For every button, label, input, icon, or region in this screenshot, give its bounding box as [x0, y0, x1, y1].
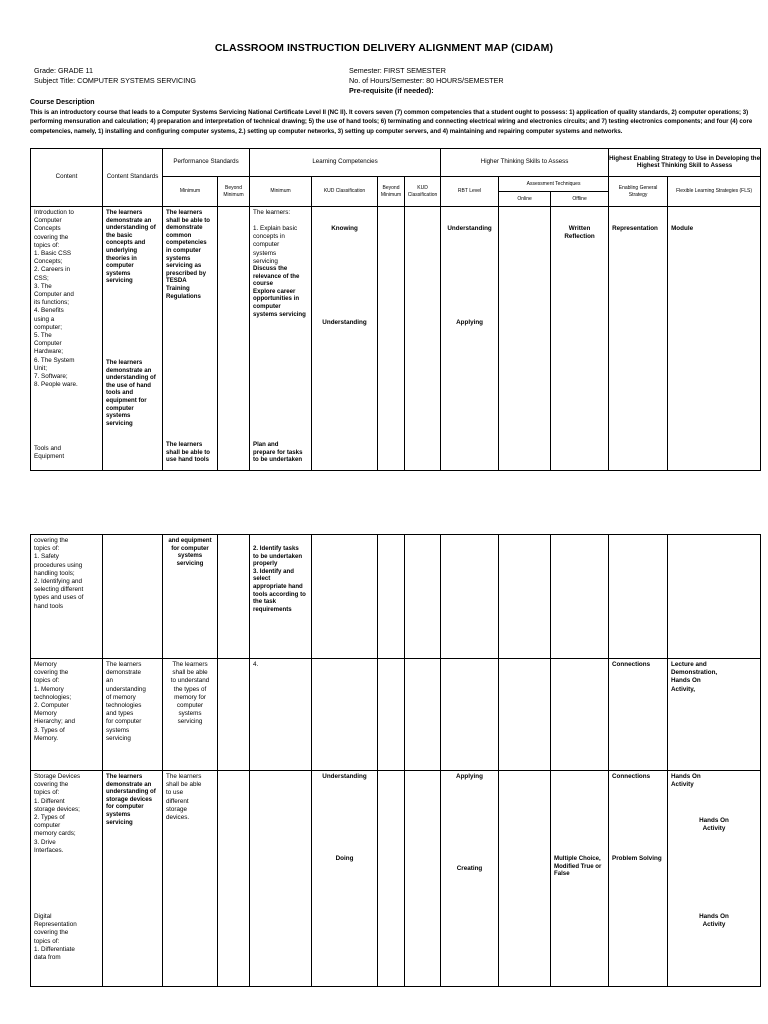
r3-enabling-connections: Connections [612, 773, 651, 780]
text-line: topics of: [34, 545, 60, 553]
text-line: Memory. [34, 734, 59, 742]
text-line: Tools and [34, 445, 61, 452]
r3-rbt-creating: Creating [456, 865, 483, 872]
document-page-2 [0, 534, 768, 1024]
text-line: Hardware; [34, 348, 64, 356]
cs-basic-concepts [103, 207, 162, 287]
r3-ps-text [163, 771, 217, 824]
text-line: TESDA [166, 277, 187, 285]
text-line: computer [106, 404, 134, 412]
text-line: covering the [34, 669, 69, 677]
header-lc-beyond-minimum: Beyond Minimum [378, 177, 405, 207]
text-line: relevance of the [253, 272, 300, 280]
text-line: properly [253, 560, 278, 568]
text-line: Hands On [699, 913, 729, 920]
text-line: selecting different [34, 586, 84, 594]
cidam-table-page-2 [30, 534, 761, 987]
text-line: hand tools [34, 602, 64, 610]
lc-plan [250, 439, 311, 466]
r2-ps-beyond [218, 659, 250, 771]
r1-ps [163, 535, 218, 659]
text-line: topics of: [34, 677, 60, 685]
text-line: technologies; [34, 693, 72, 701]
text-line: 4. Benefits [34, 307, 64, 315]
cell-offline [551, 207, 609, 471]
text-line: systems [106, 269, 131, 277]
text-line: shall be able to [166, 216, 211, 224]
course-description-text: This is an introductory course that leads to a Computer Systems Servicing National Certificate Level II (NC II). It covers seven (7) common competencies that a student ought to possess: 1) application of quality standards, 2) computer operations; 3) performing mensuration and calculation; 4) preparation and interpretation of technical drawing; 5) the use of hand tools; 6) terminating and connecting electrical wiring and electronics circuits; and 7) testing electronics components; and four (4) core competencies, namely, 1) installing and configuring computer systems, 2.) setting up computer networks, 3) setting up computer servers, and 4) maintaining and repairing computer systems and networks. [30, 109, 753, 135]
text-line: an [106, 677, 114, 685]
text-line: prepare for tasks [253, 448, 303, 456]
text-line: of memory [106, 693, 136, 701]
text-line: servicing [176, 559, 204, 567]
text-line: Computer [34, 340, 62, 348]
text-line: demonstrate [166, 224, 203, 232]
text-line: to be undertaken [253, 552, 303, 560]
r2-online [499, 659, 551, 771]
text-line: Concepts [34, 225, 61, 233]
text-line: Computer [34, 217, 62, 225]
ps-common-competencies [163, 207, 217, 302]
text-line: course [253, 280, 273, 288]
r2-enabling-text: Connections [612, 661, 651, 668]
text-line: understanding of [106, 224, 156, 232]
text-line: systems [253, 249, 277, 257]
r1-offline [551, 535, 609, 659]
text-line: The learners [106, 773, 143, 780]
text-line: servicing [106, 734, 131, 742]
text-line: Written [568, 225, 591, 232]
r2-rbt [441, 659, 499, 771]
r3-kud-understanding: Understanding [322, 773, 367, 780]
r1-lc [250, 535, 312, 659]
text-line: topics of: [34, 937, 60, 945]
text-line: The learners [166, 209, 203, 216]
text-line: The learners: [253, 209, 291, 216]
lc-learners [250, 207, 311, 219]
text-line: 2. Identify tasks [253, 545, 299, 552]
r1-cs [103, 535, 163, 659]
text-line: systems [106, 726, 130, 734]
text-line: Equipment [34, 453, 65, 461]
text-line: devices. [166, 814, 190, 822]
text-line: its functions; [34, 299, 69, 307]
header-content: Content [31, 149, 103, 207]
text-line: Unit; [34, 364, 47, 372]
document-page-1 [0, 0, 768, 490]
prereq-field: Pre-requisite (if needed): [349, 85, 434, 95]
r3-fls-2 [668, 815, 760, 835]
r1-online [499, 535, 551, 659]
r3-content-digital [31, 911, 102, 964]
text-line: for computer [171, 544, 209, 552]
r1-enabling [609, 535, 668, 659]
text-line: Discuss the [253, 265, 288, 272]
text-line: Lecture and [671, 661, 707, 668]
text-line: computer [176, 702, 204, 710]
r2-cs-text [103, 659, 162, 745]
text-line: servicing [253, 257, 278, 265]
header-kud-classification-2: KUD Classification [405, 177, 441, 207]
r3-fls-3 [668, 911, 760, 931]
text-line: shall be able [172, 669, 208, 677]
text-line: appropriate hand [253, 582, 303, 590]
text-line: 1. Safety [34, 553, 59, 561]
text-line: covering the [34, 537, 69, 544]
cell-fls [668, 207, 761, 471]
text-line: storage devices; [34, 805, 80, 813]
r2-kud-2 [405, 659, 441, 771]
text-line: The learners [106, 209, 143, 216]
text-line: 1. Memory [34, 685, 64, 693]
text-line: handling tools; [34, 569, 75, 577]
text-line: topics of: [34, 789, 60, 797]
text-line: technologies [106, 702, 142, 710]
text-line: covering the [34, 929, 69, 937]
document-title: CLASSROOM INSTRUCTION DELIVERY ALIGNMENT MAP (CIDAM) [214, 42, 554, 54]
text-line: tools according to [253, 590, 306, 598]
cidam-table-page-1 [30, 148, 761, 471]
text-line: 3. Drive [34, 838, 56, 846]
r1-lc-text [250, 535, 311, 615]
header-higher-thinking: Higher Thinking Skills to Assess [441, 149, 609, 177]
text-line: Plan and [253, 441, 279, 448]
r1-lc-beyond [378, 535, 405, 659]
text-line: shall be able [166, 781, 202, 789]
text-line: concepts and [106, 239, 146, 247]
r2-content-text [31, 659, 102, 745]
text-line: Reflection [564, 233, 595, 241]
text-line: Hands On [671, 773, 701, 780]
text-line: the use of hand [106, 381, 152, 389]
r1-content-text [31, 535, 102, 613]
text-line: the task [253, 598, 277, 606]
r2-enabling [609, 659, 668, 771]
r1-fls [668, 535, 761, 659]
text-line: systems servicing [253, 310, 306, 318]
header-assessment-techniques: Assessment Techniques [499, 177, 609, 192]
r3-rbt-applying: Applying [456, 773, 483, 780]
r2-ps [163, 659, 218, 771]
text-line: 3. Identify and [253, 567, 294, 575]
r3-fls [668, 771, 761, 987]
r3-offline [551, 771, 609, 987]
text-line: competencies [166, 239, 207, 247]
text-line: systems [166, 254, 191, 262]
subject-field: Subject Title: COMPUTER SYSTEMS SERVICING [34, 75, 197, 85]
text-line: data from [34, 954, 61, 962]
header-performance-standards: Performance Standards [163, 149, 250, 177]
text-line: equipment for [106, 396, 147, 404]
header-content-standards: Content Standards [103, 149, 163, 207]
cell-kud-2 [405, 207, 441, 471]
text-line: requirements [253, 605, 292, 613]
text-line: Digital [34, 913, 52, 920]
text-line: for computer [106, 803, 144, 811]
r3-kud-doing: Doing [335, 855, 354, 862]
r3-rbt [441, 771, 499, 987]
text-line: computer [34, 822, 61, 830]
rbt-applying: Applying [456, 319, 484, 326]
text-line: covering the [34, 233, 69, 241]
text-line: tools and [106, 389, 134, 397]
text-line: Activity [702, 825, 726, 833]
text-line: to understand [170, 677, 210, 685]
r2-ps-text [163, 659, 217, 729]
enabling-representation: Representation [612, 225, 658, 232]
cell-rbt [441, 207, 499, 471]
r3-kud [312, 771, 378, 987]
text-line: Computer and [34, 291, 74, 299]
text-line: Memory [34, 710, 57, 718]
header-online: Online [499, 192, 551, 207]
course-description-heading: Course Description [30, 99, 95, 106]
text-line: the types of [173, 685, 207, 693]
text-line: Activity, [671, 685, 696, 693]
text-line: Regulations [166, 292, 201, 300]
header-enabling-general: Enabling General Strategy [609, 177, 668, 207]
text-line: Introduction to [34, 209, 74, 216]
r1-content [31, 535, 103, 659]
text-line: storage devices [106, 795, 153, 803]
text-line: the basic [106, 231, 133, 239]
r2-fls [668, 659, 761, 771]
text-line: The learners [172, 661, 208, 668]
text-line: CSS; [34, 274, 49, 282]
text-line: to use [166, 789, 184, 797]
cs-hand-tools [103, 357, 162, 429]
meta-left [34, 66, 196, 86]
text-line: 3. Types of [34, 726, 65, 734]
text-line: 1. Differentiate [34, 945, 75, 953]
content-tools [31, 443, 102, 463]
text-line: servicing as [166, 262, 202, 270]
r3-cs [103, 771, 163, 987]
r2-content [31, 659, 103, 771]
header-learning-competencies: Learning Competencies [250, 149, 441, 177]
text-line: systems [106, 810, 131, 818]
r1-rbt [441, 535, 499, 659]
text-line: The learners [106, 359, 143, 366]
r1-kud-2 [405, 535, 441, 659]
text-line: 2. Computer [34, 702, 69, 710]
text-line: select [253, 575, 271, 583]
text-line: and equipment [168, 537, 212, 544]
text-line: The learners [166, 441, 203, 448]
text-line: common [166, 231, 192, 239]
header-lc-minimum: Minimum [250, 177, 312, 207]
r3-lc [250, 771, 312, 987]
r2-fls-text [668, 659, 760, 696]
cell-lc-beyond [378, 207, 405, 471]
r2-lc [250, 659, 312, 771]
text-line: 3. The [34, 282, 52, 290]
text-line: understanding [106, 685, 146, 693]
text-line: Hands On [699, 817, 729, 824]
text-line: storage [166, 805, 188, 813]
text-line: procedures using [34, 561, 83, 569]
r3-offline-text [551, 853, 608, 880]
lc-discuss [250, 263, 311, 320]
text-line: concepts in [253, 233, 285, 241]
text-line: Modified True or [554, 862, 602, 870]
cell-enabling [609, 207, 668, 471]
text-line: and types [106, 710, 134, 718]
text-line: Representation [34, 921, 77, 929]
text-line: underlying [106, 246, 138, 254]
meta-right [349, 66, 504, 95]
text-line: 2. Types of [34, 814, 65, 822]
text-line: types and uses of [34, 594, 84, 602]
text-line: demonstrate an [106, 780, 152, 788]
text-line: servicing [177, 718, 203, 726]
text-line: understanding of [106, 788, 156, 796]
text-line: Multiple Choice, [554, 855, 601, 862]
text-line: demonstrate an [106, 216, 152, 224]
text-line: demonstrate [106, 669, 142, 677]
text-line: 2. Careers in [34, 266, 71, 274]
hours-field: No. of Hours/Semester: 80 HOURS/SEMESTER [349, 75, 504, 85]
semester-field: Semester: FIRST SEMESTER [349, 66, 446, 75]
r3-content [31, 771, 103, 987]
text-line: systems [106, 412, 131, 420]
r3-cs-text [103, 771, 162, 828]
text-line: systems [177, 552, 203, 560]
text-line: in computer [166, 246, 201, 254]
text-line: shall be able to [166, 448, 211, 456]
text-line: memory cards; [34, 830, 76, 838]
text-line: memory for [174, 693, 206, 701]
text-line: Concepts; [34, 258, 63, 266]
kud-knowing: Knowing [331, 225, 358, 232]
cell-ps-minimum [163, 207, 218, 471]
text-line: Hierarchy; and [34, 718, 75, 726]
cell-content [31, 207, 103, 471]
grade-field: Grade: GRADE 11 [34, 66, 93, 75]
text-line: computer [253, 302, 281, 310]
r3-ps [163, 771, 218, 987]
text-line: Activity [702, 921, 726, 929]
text-line: covering the [34, 781, 69, 789]
r3-ps-beyond [218, 771, 250, 987]
text-line: 7. Software; [34, 373, 68, 381]
text-line: Storage Devices [34, 773, 81, 780]
offline-written-reflection [551, 223, 608, 243]
text-line: Memory [34, 661, 57, 668]
lc-explain [250, 223, 311, 268]
text-line: use hand tools [166, 456, 209, 464]
text-line: computer [106, 262, 134, 270]
text-line: servicing [106, 818, 133, 826]
text-line: 1. Explain basic [253, 225, 298, 232]
text-line: The learners [166, 773, 202, 780]
text-line: servicing [106, 277, 133, 285]
text-line: servicing [106, 419, 133, 427]
r3-enabling [609, 771, 668, 987]
text-line: 5. The [34, 332, 52, 340]
r1-ps-beyond [218, 535, 250, 659]
fls-module: Module [671, 225, 694, 232]
text-line: using a [34, 315, 55, 323]
r2-cs [103, 659, 163, 771]
r3-lc-beyond [378, 771, 405, 987]
cell-ps-beyond [218, 207, 250, 471]
text-line: Hands On [671, 677, 701, 685]
text-line: 2. Identifying and [34, 578, 82, 586]
text-line: 1. Basic CSS [34, 250, 72, 258]
r3-fls-1 [668, 771, 760, 791]
text-line: computer [253, 241, 280, 249]
text-line: understanding of [106, 374, 156, 382]
r2-kud [312, 659, 378, 771]
r3-enabling-problem-solving: Problem Solving [612, 855, 662, 862]
text-line: The learners [106, 661, 142, 668]
text-line: theories in [106, 254, 137, 262]
cell-content-standards [103, 207, 163, 471]
text-line: systems [178, 710, 202, 718]
header-offline: Offline [551, 192, 609, 207]
text-line: 6. The System [34, 356, 75, 364]
cell-kud [312, 207, 378, 471]
text-line: demonstrate an [106, 366, 152, 374]
header-kud-classification: KUD Classification [312, 177, 378, 207]
text-line: False [554, 870, 570, 878]
r2-lc-text: 4. [253, 661, 259, 668]
header-ps-minimum: Minimum [163, 177, 218, 207]
page-gap [0, 490, 768, 534]
r3-content-storage [31, 771, 102, 857]
r3-online [499, 771, 551, 987]
text-line: Activity [671, 781, 694, 789]
cell-online [499, 207, 551, 471]
cell-lc-minimum [250, 207, 312, 471]
text-line: Explore career [253, 287, 296, 295]
text-line: computer; [34, 323, 62, 331]
header-rbt-level: RBT Level [441, 177, 499, 207]
header-highest-enabling: Highest Enabling Strategy to Use in Developing the Highest Thinking Skill to Assess [609, 149, 761, 177]
kud-understanding: Understanding [322, 319, 367, 326]
r1-ps-text [163, 535, 217, 569]
ps-hand-tools [163, 439, 217, 466]
header-flexible-learning: Flexible Learning Strategies (FLS) [668, 177, 761, 207]
text-line: Training [166, 284, 190, 292]
text-line: Interfaces. [34, 846, 64, 854]
r3-kud-2 [405, 771, 441, 987]
rbt-understanding: Understanding [447, 225, 492, 232]
text-line: Demonstration, [671, 669, 718, 677]
header-ps-beyond-minimum: Beyond Minimum [218, 177, 250, 207]
text-line: 8. People ware. [34, 381, 78, 389]
content-intro [31, 207, 102, 391]
text-line: opportunities in [253, 295, 300, 303]
text-line: different [166, 797, 189, 805]
text-line: to be undertaken [253, 456, 303, 464]
text-line: 1. Different [34, 797, 65, 805]
r2-offline [551, 659, 609, 771]
r1-kud [312, 535, 378, 659]
text-line: for computer [106, 718, 142, 726]
text-line: prescribed by [166, 269, 206, 277]
text-line: topics of: [34, 241, 60, 249]
r2-lc-beyond [378, 659, 405, 771]
